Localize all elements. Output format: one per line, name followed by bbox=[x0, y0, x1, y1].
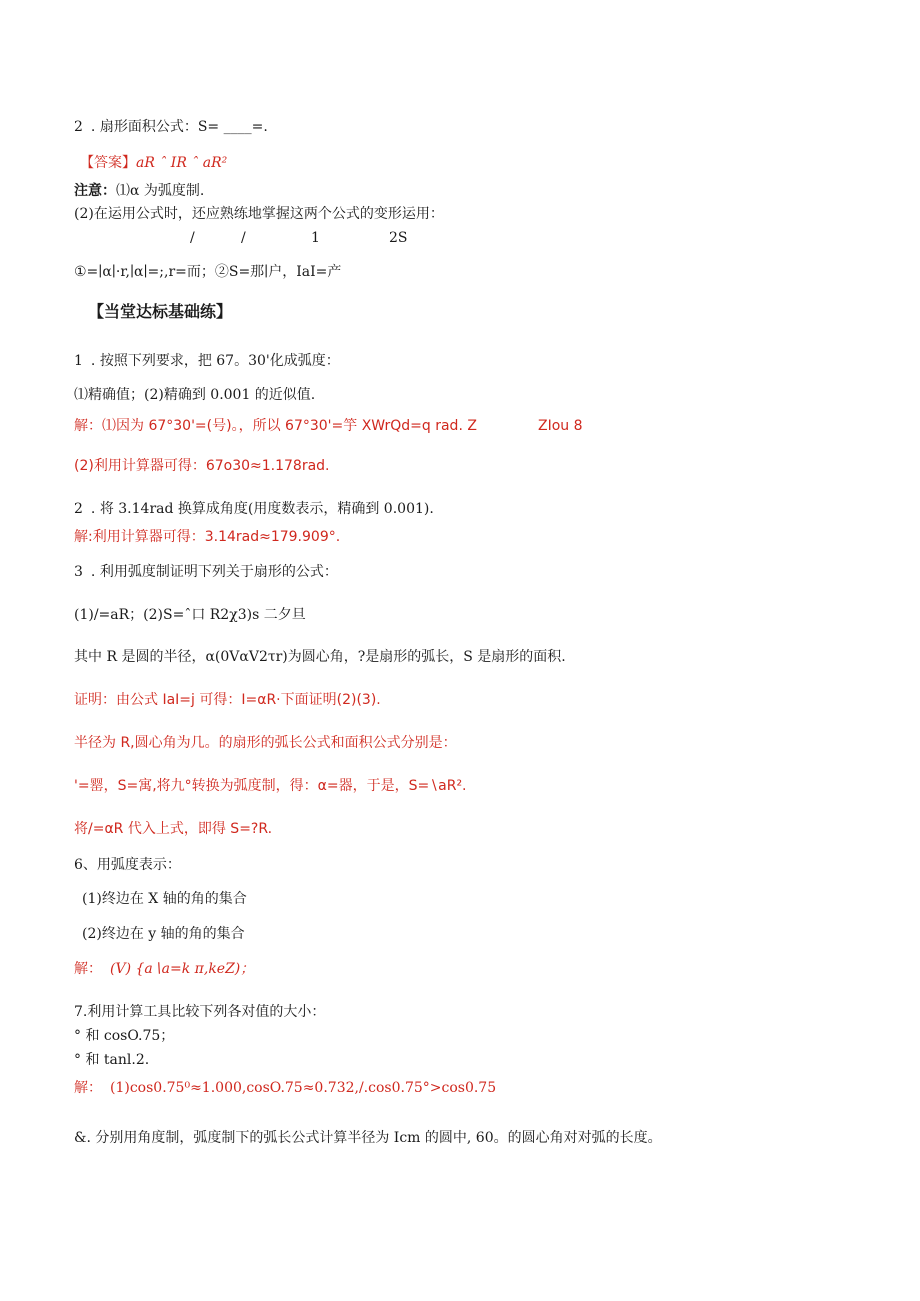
solution-text: (1)cos0.75⁰≈1.000,cosO.75≈0.732,/.cos0.75°>cos0.75 bbox=[110, 1080, 497, 1096]
note-line-1 bbox=[74, 181, 204, 201]
question-number: 1 bbox=[74, 353, 83, 369]
question-text: . 将 3.14rad 换算成角度(用度数表示，精确到 0.001). bbox=[90, 501, 434, 517]
question-number: 3 bbox=[74, 564, 83, 580]
section-title: 【当堂达标基础练】 bbox=[88, 302, 233, 321]
question-1-parts: ⑴精确值；(2)精确到 0.001 的近似值. bbox=[74, 387, 316, 403]
question-7-item-1: ° 和 cosO.75； bbox=[74, 1028, 175, 1044]
note-text: ⑴α 为弧度制. bbox=[116, 183, 205, 199]
question-text: . 利用弧度制证明下列关于扇形的公式： bbox=[90, 564, 338, 580]
question-text: . 按照下列要求，把 67。30'化成弧度： bbox=[90, 353, 340, 369]
question-3-proof-4: 将/=αR 代入上式，即得 S=?R. bbox=[74, 821, 273, 837]
question-2-solution: 解:利用计算器可得：3.14rad≈179.909°. bbox=[74, 529, 341, 545]
solution-text: (V) {a∖a=k π,keZ)； bbox=[110, 961, 255, 977]
question-text: . 扇形面积公式：S= ____=. bbox=[90, 119, 268, 135]
question-6: 6、用弧度表示： bbox=[74, 857, 181, 873]
question-number: 2 bbox=[74, 119, 83, 135]
answer-label: 【答案】 bbox=[80, 155, 136, 171]
question-3-proof-2: 半径为 R,圆心角为几。的扇形的弧长公式和面积公式分别是： bbox=[74, 735, 457, 751]
question-1-solution-b: (2)利用计算器可得：67o30≈1.178rad. bbox=[74, 458, 330, 474]
question-7: 7.利用计算工具比较下列各对值的大小： bbox=[74, 1004, 326, 1020]
question-3-proof-3: '=罂，S=寓,将九°转换为弧度制，得：α=器，于是，S=∖aR². bbox=[74, 778, 467, 794]
solution-label: 解： bbox=[74, 961, 102, 977]
question-6-solution bbox=[74, 959, 254, 979]
question-number: 2 bbox=[74, 501, 83, 517]
formula-line: ①=∣α∣·r,∣α∣=;,r=而；②S=那∣户，IaI=产 bbox=[74, 264, 342, 280]
question-3-description: 其中 R 是圆的半径，α(0VαV2τr)为圆心角，?是扇形的弧长，S 是扇形的面积. bbox=[74, 649, 566, 665]
question-7-item-2: ° 和 tanl.2. bbox=[74, 1052, 150, 1068]
question-8: &. 分别用角度制，弧度制下的弧长公式计算半径为 Icm 的圆中, 60。的圆心角对对弧的长度。 bbox=[74, 1130, 662, 1146]
question-6-part-1: (1)终边在 X 轴的角的集合 bbox=[82, 891, 247, 907]
fraction-mark-1: / bbox=[190, 230, 195, 246]
question-2 bbox=[74, 499, 434, 519]
question-3-formulas: (1)/=aR；(2)S=ˆ口 R2χ3)s 二夕旦 bbox=[74, 607, 306, 623]
fraction-mark-3: 1 bbox=[311, 230, 320, 246]
question-2-intro bbox=[74, 117, 268, 137]
question-1-solution-a-tail: ZIou 8 bbox=[538, 418, 583, 434]
note-line-2: (2)在运用公式时，还应熟练地掌握这两个公式的变形运用： bbox=[74, 206, 444, 222]
note-label: 注意： bbox=[74, 183, 116, 199]
solution-label: 解： bbox=[74, 1080, 102, 1096]
fraction-mark-4: 2S bbox=[389, 230, 408, 246]
question-3 bbox=[74, 562, 338, 582]
answer-line bbox=[80, 153, 227, 173]
question-6-part-2: (2)终边在 y 轴的角的集合 bbox=[82, 926, 245, 942]
question-3-proof-1: 证明：由公式 IaI=j 可得：I=αR·下面证明(2)(3). bbox=[74, 692, 381, 708]
fraction-mark-2: / bbox=[241, 230, 246, 246]
question-7-solution bbox=[74, 1078, 496, 1098]
answer-value: aR ˆ IR ˆ aR² bbox=[136, 155, 228, 171]
question-1-solution-a: 解：⑴因为 67°30'=(号)。，所以 67°30'=竽 XWrQd=q rad. Z bbox=[74, 418, 477, 434]
question-1 bbox=[74, 351, 340, 371]
